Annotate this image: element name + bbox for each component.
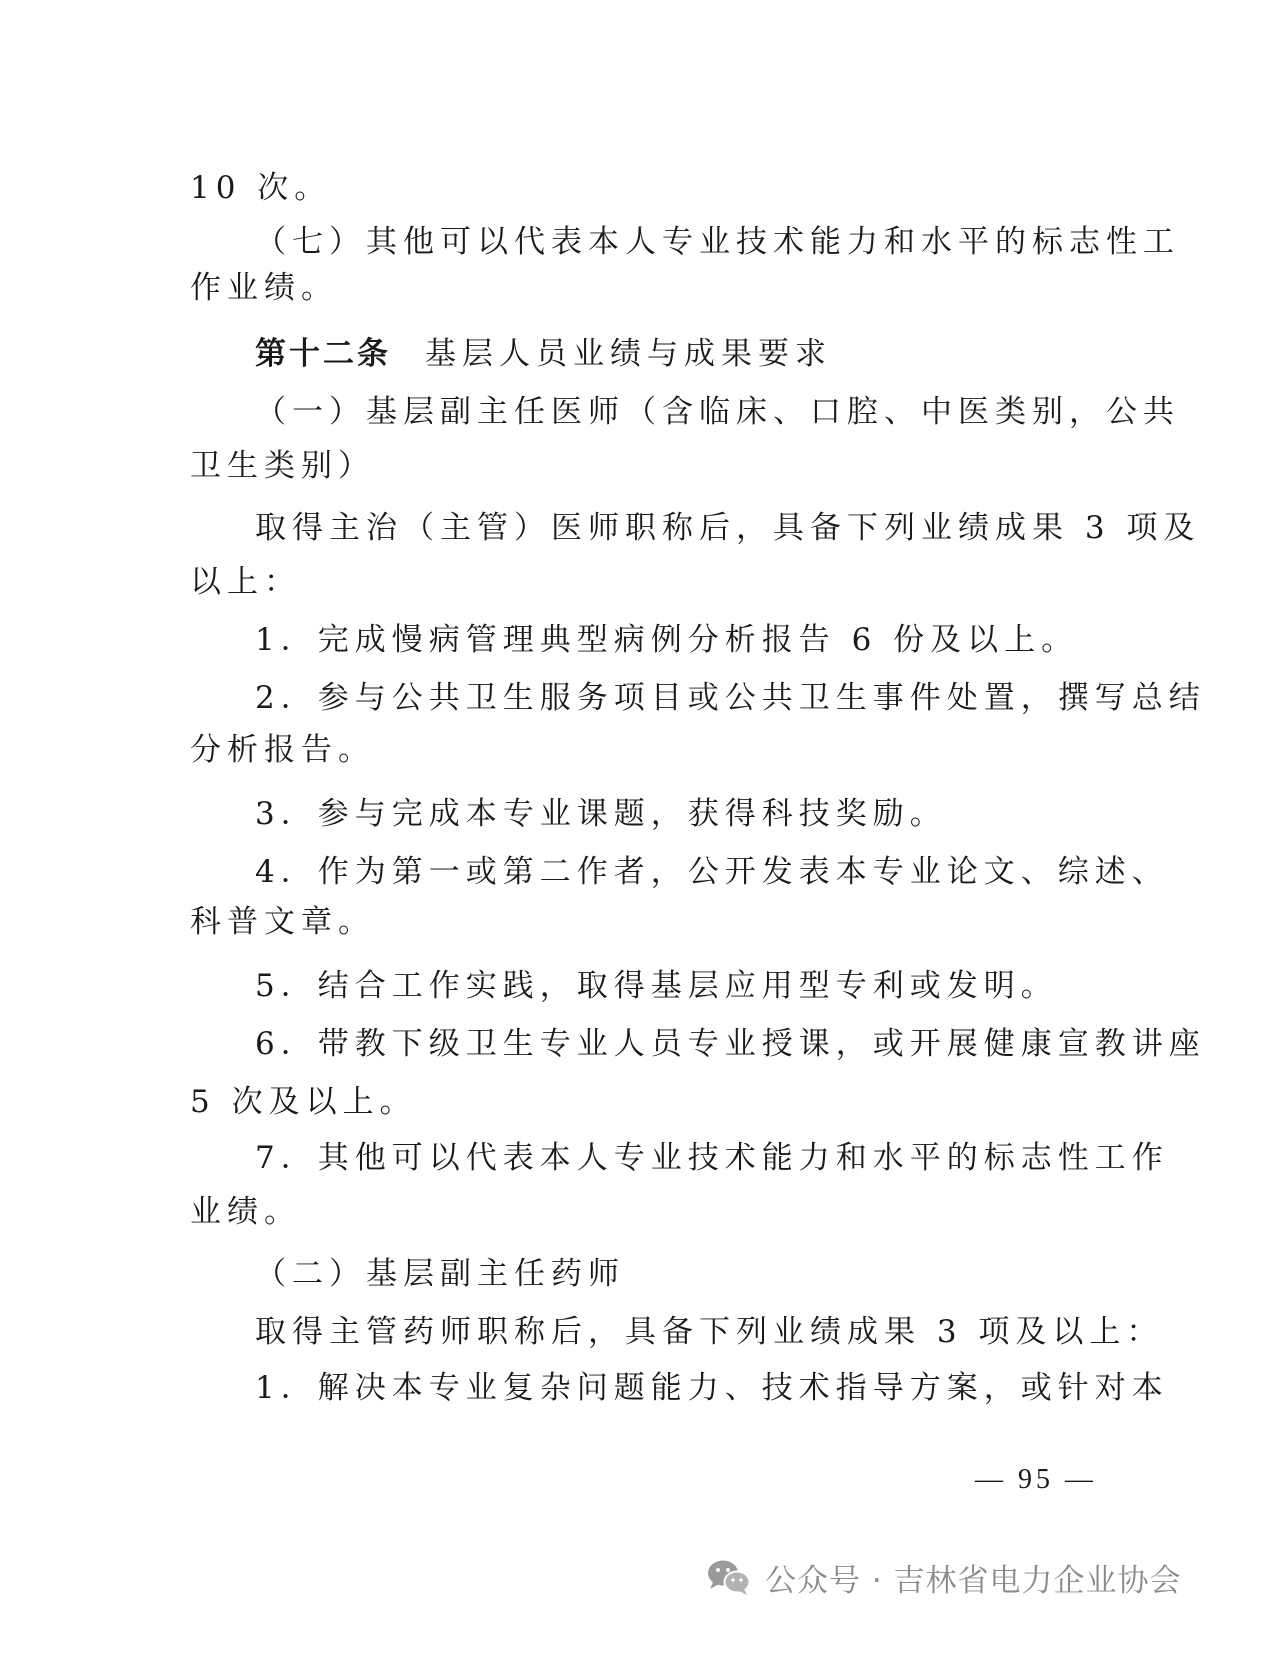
article-title: 基层人员业绩与成果要求 bbox=[425, 336, 832, 372]
text-line: 作业绩。 bbox=[190, 270, 338, 306]
list-item: 1．解决本专业复杂问题能力、技术指导方案，或针对本 bbox=[255, 1370, 1169, 1406]
article-heading bbox=[255, 334, 832, 374]
watermark-text: 公众号 · 吉林省电力企业协会 bbox=[765, 1562, 1182, 1599]
text-line: 5 次及以上。 bbox=[190, 1084, 417, 1120]
text-line: （七）其他可以代表本人专业技术能力和水平的标志性工 bbox=[255, 224, 1180, 260]
watermark bbox=[705, 1552, 1182, 1602]
text-line: 以上： bbox=[190, 564, 301, 600]
page-number: — 95 — bbox=[975, 1464, 1097, 1495]
text-line: 业绩。 bbox=[190, 1194, 301, 1230]
list-item: 7．其他可以代表本人专业技术能力和水平的标志性工作 bbox=[255, 1140, 1169, 1176]
list-item: 6．带教下级卫生专业人员专业授课，或开展健康宣教讲座 bbox=[255, 1026, 1206, 1062]
section-heading: （二）基层副主任药师 bbox=[255, 1256, 625, 1292]
wechat-icon bbox=[705, 1557, 753, 1597]
list-item: 2．参与公共卫生服务项目或公共卫生事件处置，撰写总结 bbox=[255, 680, 1206, 716]
text-line: 取得主治（主管）医师职称后，具备下列业绩成果 3 项及 bbox=[255, 510, 1201, 546]
section-heading: （一）基层副主任医师（含临床、口腔、中医类别，公共 bbox=[255, 394, 1180, 430]
list-item: 4．作为第一或第二作者，公开发表本专业论文、综述、 bbox=[255, 854, 1169, 890]
text-line: 分析报告。 bbox=[190, 732, 375, 768]
text-line: 取得主管药师职称后，具备下列业绩成果 3 项及以上： bbox=[255, 1314, 1164, 1350]
article-number: 第十二条 bbox=[255, 336, 391, 372]
list-item: 1．完成慢病管理典型病例分析报告 6 份及以上。 bbox=[255, 622, 1079, 658]
text-line: 10 次。 bbox=[190, 170, 332, 206]
list-item: 3．参与完成本专业课题，获得科技奖励。 bbox=[255, 796, 947, 832]
list-item: 5．结合工作实践，取得基层应用型专利或发明。 bbox=[255, 968, 1058, 1004]
text-line: 卫生类别） bbox=[190, 448, 375, 484]
text-line: 科普文章。 bbox=[190, 904, 375, 940]
